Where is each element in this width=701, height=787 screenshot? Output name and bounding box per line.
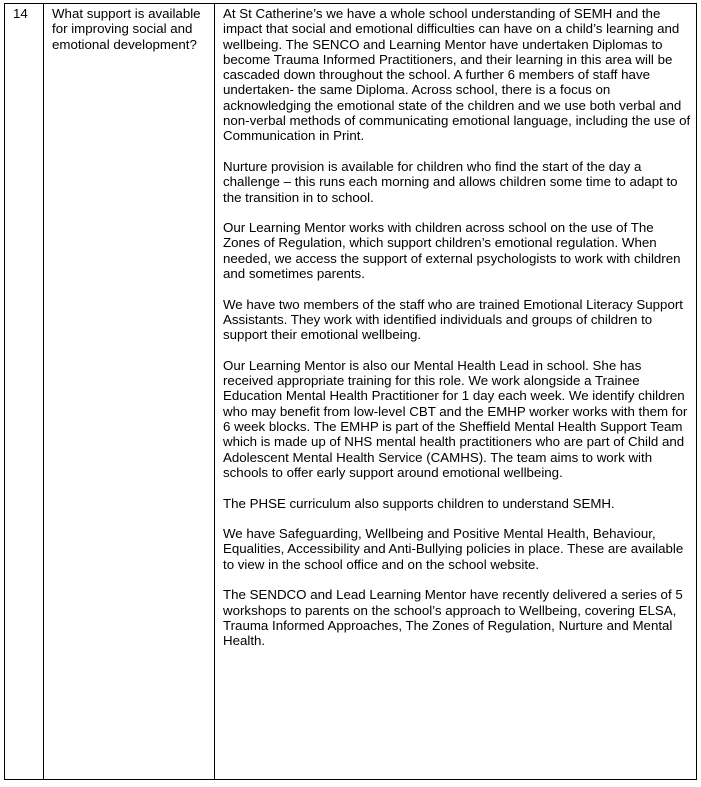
answer-cell xyxy=(215,4,697,780)
answer-paragraph-parent-workshops: The SENDCO and Lead Learning Mentor have recently delivered a series of 5 workshops to parents on the school’s approach to Wellbeing, covering ELSA, Trauma Informed Approaches, The Zones of Regulation, Nurture and Mental Health. xyxy=(223,587,683,649)
answer-paragraph-mental-health-lead: Our Learning Mentor is also our Mental Health Lead in school. She has received appropriate training for this role. We work alongside a Trainee Education Mental Health Practitioner for 1 day each week. We identify children who may benefit from low-level CBT and the EMHP worker works with them for 6 week blocks. The EMHP is part of the Sheffield Mental Health Support Team which is made up of NHS mental health practitioners who are part of Child and Adolescent Mental Health Service (CAMHS). The team aims to work with schools to offer early support around emotional wellbeing. xyxy=(223,357,688,480)
answer-paragraph-semh-understanding: At St Catherine’s we have a whole school understanding of SEMH and the impact that social and emotional difficulties can have on a child’s learning and wellbeing. The SENCO and Learning Mentor have undertaken Diplomas to become Trauma Informed Practitioners, and their learning in this area will be cascaded down throughout the school. A further 6 members of staff have undertaken- the same Diploma. Across school, there is a focus on acknowledging the emotional state of the children and we use both verbal and non-verbal methods of communicating emotional language, including the use of Communication in Print. xyxy=(223,6,691,144)
question-cell xyxy=(44,4,215,780)
answer-paragraph-nurture-provision: Nurture provision is available for children who find the start of the day a challenge – this runs each morning and allows children some time to adapt to the transition in to school. xyxy=(223,158,678,205)
question-text: What support is available for improving social and emotional development? xyxy=(52,6,201,52)
answer-paragraph-zones-of-regulation: Our Learning Mentor works with children across school on the use of The Zones of Regulation, which support children’s emotional regulation. When needed, we access the support of external psychologists to work with children and sometimes parents. xyxy=(223,220,681,282)
table-row xyxy=(5,4,697,780)
info-table xyxy=(4,3,697,780)
answer-paragraph-phse-curriculum: The PHSE curriculum also supports children to understand SEMH. xyxy=(223,495,615,511)
answer-paragraph-policies: We have Safeguarding, Wellbeing and Positive Mental Health, Behaviour, Equalities, Accessibility and Anti-Bullying policies in place. These are available to view in the school office and on the school website. xyxy=(223,526,684,572)
row-number-cell xyxy=(5,4,44,780)
row-number: 14 xyxy=(13,6,28,21)
answer-paragraph-elsa: We have two members of the staff who are trained Emotional Literacy Support Assistants. They work with identified individuals and groups of children to support their emotional wellbeing. xyxy=(223,296,683,343)
